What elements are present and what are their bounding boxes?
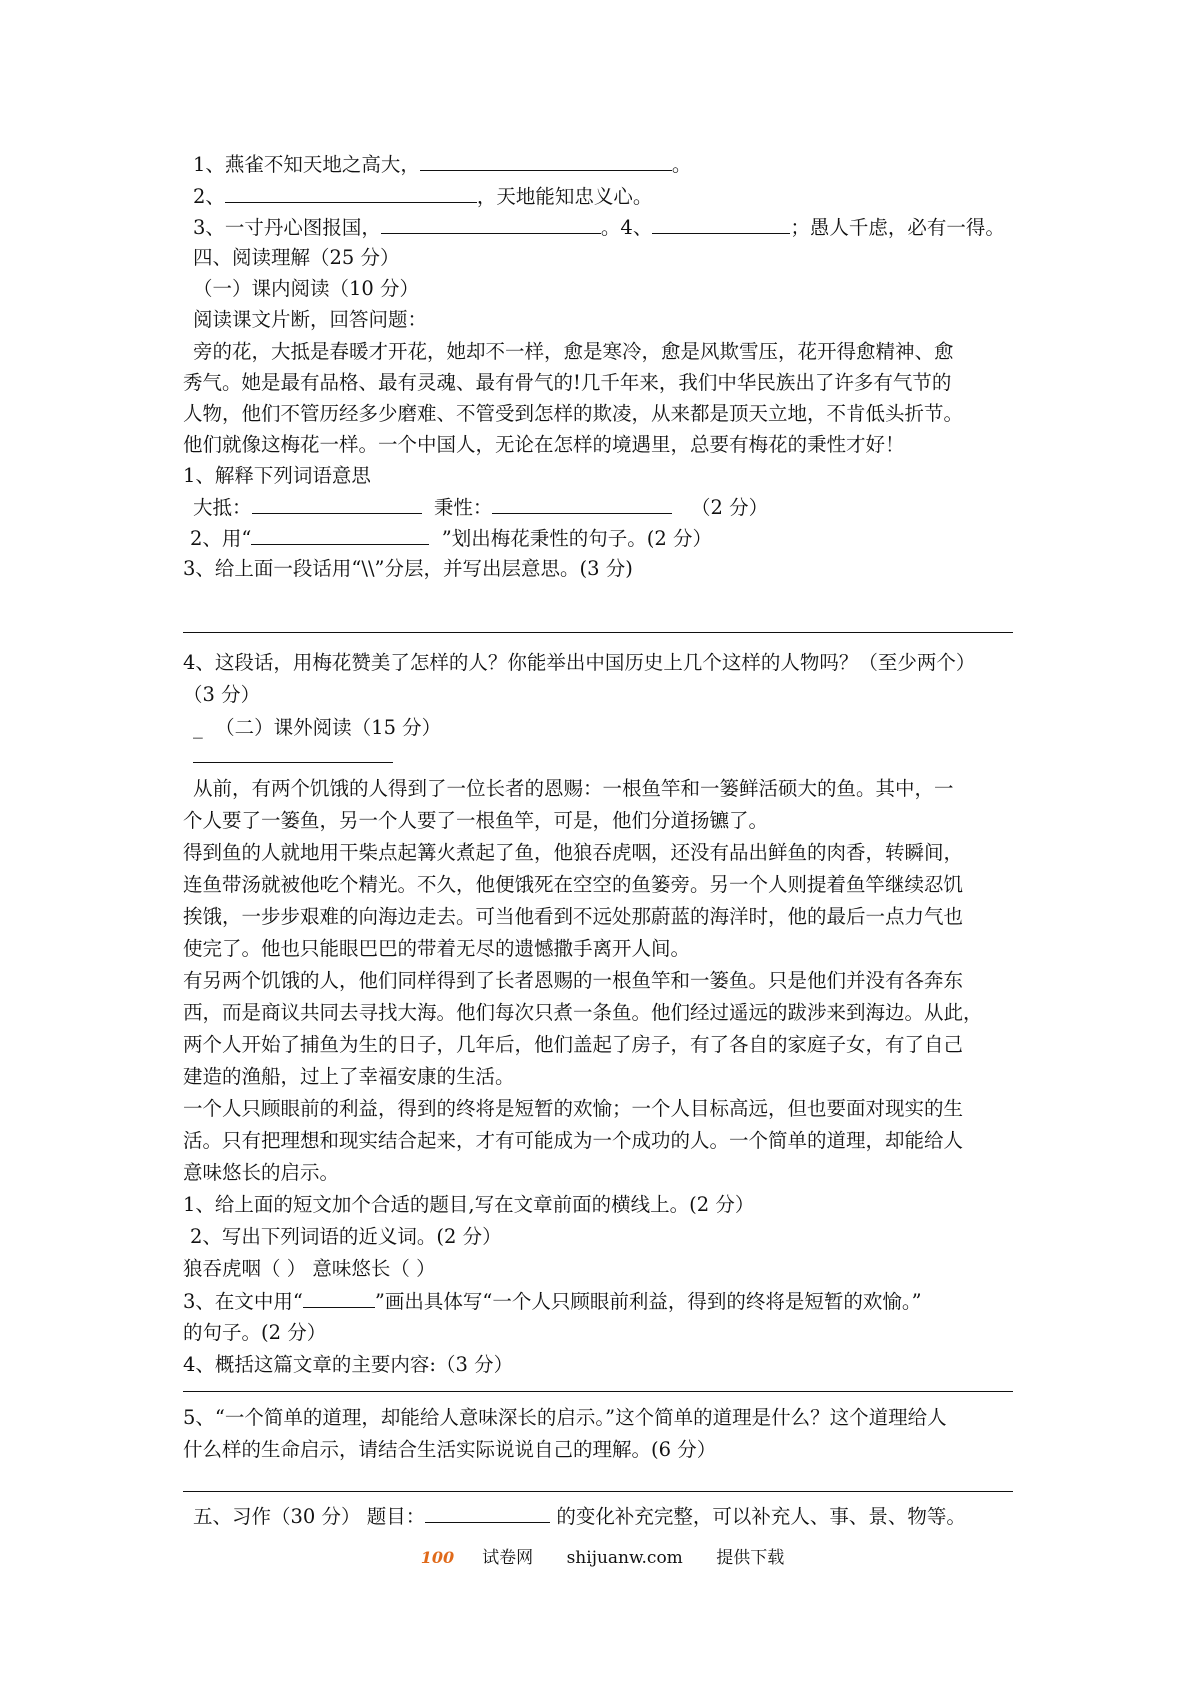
passage2-line: 有另两个饥饿的人，他们同样得到了长者恩赐的一根鱼竿和一篓鱼。只是他们并没有各奔东 <box>183 969 964 992</box>
answer-line[interactable] <box>183 1391 1013 1392</box>
answer-blank[interactable] <box>303 1285 375 1308</box>
passage1-line: 他们就像这梅花一样。一个中国人，无论在怎样的境遇里，总要有梅花的秉性才好！ <box>183 433 905 456</box>
answer-line[interactable] <box>183 1491 1013 1492</box>
answer-blank[interactable] <box>225 180 477 203</box>
passage-title-blank[interactable] <box>193 762 393 763</box>
passage2-line: 西，而是商议共同去寻找大海。他们每次只煮一条鱼。他们经过遥远的跋涉来到海边。从此， <box>183 1001 983 1024</box>
footer <box>0 1546 1191 1570</box>
part1-question-4: 4、这段话，用梅花赞美了怎样的人？你能举出中国历史上几个这样的人物吗？（至少两个） <box>183 651 976 674</box>
question-3-1: 1、燕雀不知天地之高大， 。 <box>193 148 1023 181</box>
composition-title-blank[interactable] <box>425 1500 550 1523</box>
answer-blank[interactable] <box>251 522 429 545</box>
question-3-3: 3、一寸丹心图报国， 。4、 ；愚人千虑，必有一得。 <box>193 211 1023 244</box>
passage1-line: 秀气。她是最有品格、最有灵魂、最有骨气的!几千年来，我们中华民族出了许多有气节的 <box>183 371 952 394</box>
site-name: 试卷网 <box>482 1548 534 1568</box>
footer-note: 提供下载 <box>716 1548 785 1568</box>
passage2-line: 个人要了一篓鱼，另一个人要了一根鱼竿，可是，他们分道扬镳了。 <box>183 809 769 832</box>
part2-question-5: 5、“一个简单的道理，却能给人意味深长的启示。”这个简单的道理是什么？这个道理给人 <box>183 1406 947 1429</box>
part2-question-3: 3、在文中用“ ”画出具体写“一个人只顾眼前利益，得到的终将是短暂的欢愉。” <box>183 1285 1013 1318</box>
answer-blank[interactable] <box>381 211 601 234</box>
passage2-line: 两个人开始了捕鱼为生的日子，几年后，他们盖起了房子，有了各自的家庭子女，有了自己 <box>183 1033 964 1056</box>
part2-question-2: 2、写出下列词语的近义词。(2 分） <box>190 1225 502 1248</box>
part1-question-2: 2、用“ ”划出梅花秉性的句子。(2 分） <box>190 522 1020 555</box>
part2-question-3-cont: 的句子。(2 分） <box>183 1321 327 1344</box>
passage2-line: 得到鱼的人就地用干柴点起篝火煮起了鱼，他狼吞虎咽，还没有品出鲜鱼的肉香，转瞬间， <box>183 841 964 864</box>
question-3-2: 2、 ，天地能知忠义心。 <box>193 180 1023 213</box>
part2-question-5-cont: 什么样的生命启示，请结合生活实际说说自己的理解。(6 分） <box>183 1438 717 1461</box>
passage2-line: 连鱼带汤就被他吃个精光。不久，他便饿死在空空的鱼篓旁。另一个人则提着鱼竿继续忍饥 <box>183 873 964 896</box>
part1-question-1: 1、解释下列词语意思 <box>183 464 371 487</box>
part2-question-2-words: 狼吞虎咽（ ） 意味悠长（ ） <box>183 1257 436 1280</box>
site-logo: 100 <box>420 1548 455 1567</box>
part1-question-4-score: （3 分） <box>183 683 261 706</box>
part2-title: _ （二）课外阅读（15 分） <box>193 716 442 739</box>
passage2-line: 活。只有把理想和现实结合起来，才有可能成为一个成功的人。一个简单的道理，却能给人 <box>183 1129 964 1152</box>
section-4-title: 四、阅读理解（25 分） <box>193 246 400 269</box>
part1-instruction: 阅读课文片断，回答问题： <box>193 308 428 331</box>
site-domain: shijuanw.com <box>566 1548 683 1568</box>
part1-question-3: 3、给上面一段话用“\\”分层，并写出层意思。(3 分) <box>183 557 633 580</box>
passage2-line: 一个人只顾眼前的利益，得到的终将是短暂的欢愉；一个人目标高远，但也要面对现实的生 <box>183 1097 964 1120</box>
answer-blank[interactable] <box>252 491 422 514</box>
answer-blank[interactable] <box>420 148 672 171</box>
passage1-line: 旁的花，大抵是春暖才开花，她却不一样，愈是寒冷，愈是风欺雪压，花开得愈精神、愈 <box>193 340 954 363</box>
part1-question-1-words: 大抵： 秉性： （2 分） <box>193 491 1023 524</box>
passage2-line: 建造的渔船，过上了幸福安康的生活。 <box>183 1065 515 1088</box>
part2-question-1: 1、给上面的短文加个合适的题目,写在文章前面的横线上。(2 分） <box>183 1193 755 1216</box>
answer-line[interactable] <box>183 632 1013 633</box>
answer-blank[interactable] <box>652 211 790 234</box>
passage2-line: 从前，有两个饥饿的人得到了一位长者的恩赐：一根鱼竿和一篓鲜活硕大的鱼。其中，一 <box>193 777 954 800</box>
passage2-line: 使完了。他也只能眼巴巴的带着无尽的遗憾撒手离开人间。 <box>183 937 691 960</box>
part1-title: （一）课内阅读（10 分） <box>193 277 420 300</box>
passage1-line: 人物，他们不管历经多少磨难、不管受到怎样的欺凌，从来都是顶天立地，不肯低头折节。 <box>183 402 964 425</box>
section-5-composition: 五、习作（30 分） 题目： 的变化补充完整，可以补充人、事、景、物等。 <box>193 1500 1023 1533</box>
part2-question-4: 4、概括这篇文章的主要内容:（3 分） <box>183 1353 514 1376</box>
passage2-line: 意味悠长的启示。 <box>183 1161 340 1184</box>
answer-blank[interactable] <box>492 491 672 514</box>
passage2-line: 挨饿，一步步艰难的向海边走去。可当他看到不远处那蔚蓝的海洋时，他的最后一点力气也 <box>183 905 964 928</box>
